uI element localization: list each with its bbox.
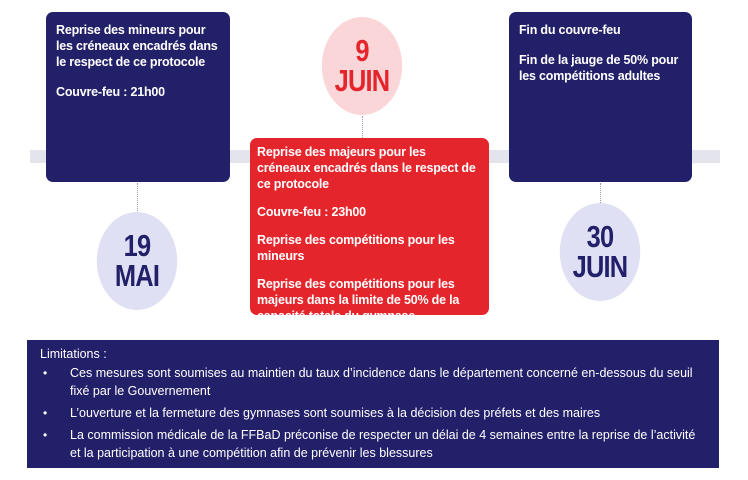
milestone-june9: [322, 17, 402, 115]
milestone-may19: [97, 212, 177, 310]
limitations-list: [40, 364, 709, 462]
box-june9-line: Reprise des compétitions pour les mineurs: [257, 233, 455, 263]
limitations-panel: [27, 340, 719, 468]
limitations-item: • L’ouverture et la fermeture des gymnases sont soumises à la décision des préfets et des maires: [40, 404, 709, 422]
box-may19-line: Reprise des mineurs pour les créneaux encadrés dans le respect de ce protocole: [56, 23, 218, 69]
milestone-month: MAI: [114, 258, 160, 293]
milestone-day: 9: [355, 33, 369, 68]
box-june9: [250, 138, 489, 323]
limitations-item: • La commission médicale de la FFBaD préconise de respecter un délai de 4 semaines entre la reprise de l’activité et la participation à une compétition afin de prévenir les blessures: [40, 426, 709, 462]
connector-june9: [362, 116, 363, 138]
connector-may19: [137, 183, 138, 211]
box-may19-line: Couvre-feu : 21h00: [56, 85, 165, 99]
limitations-title: Limitations :: [40, 347, 107, 361]
limitations-item: • Ces mesures sont soumises au maintien du taux d’incidence dans le département concerné en-dessous du seuil fixé par le Gouvernement: [40, 364, 709, 400]
box-june9-line: Couvre-feu : 23h00: [257, 205, 366, 219]
milestone-day: 19: [123, 228, 151, 263]
milestone-month: JUIN: [334, 63, 390, 98]
milestone-day: 30: [586, 219, 614, 254]
box-june30-line: Fin de la jauge de 50% pour les compétitions adultes: [519, 53, 679, 83]
milestone-june30: [560, 203, 640, 301]
box-june9-line: Reprise des compétitions pour les majeurs dans la limite de 50% de la capacité totale du gymnase: [257, 277, 460, 323]
box-may19: [46, 12, 230, 182]
box-june30: [509, 12, 692, 182]
box-june30-line: Fin du couvre-feu: [519, 23, 621, 37]
box-june9-line: Reprise des majeurs pour les créneaux encadrés dans le respect de ce protocole: [257, 145, 476, 191]
connector-june30: [600, 183, 601, 203]
milestone-month: JUIN: [572, 249, 628, 284]
